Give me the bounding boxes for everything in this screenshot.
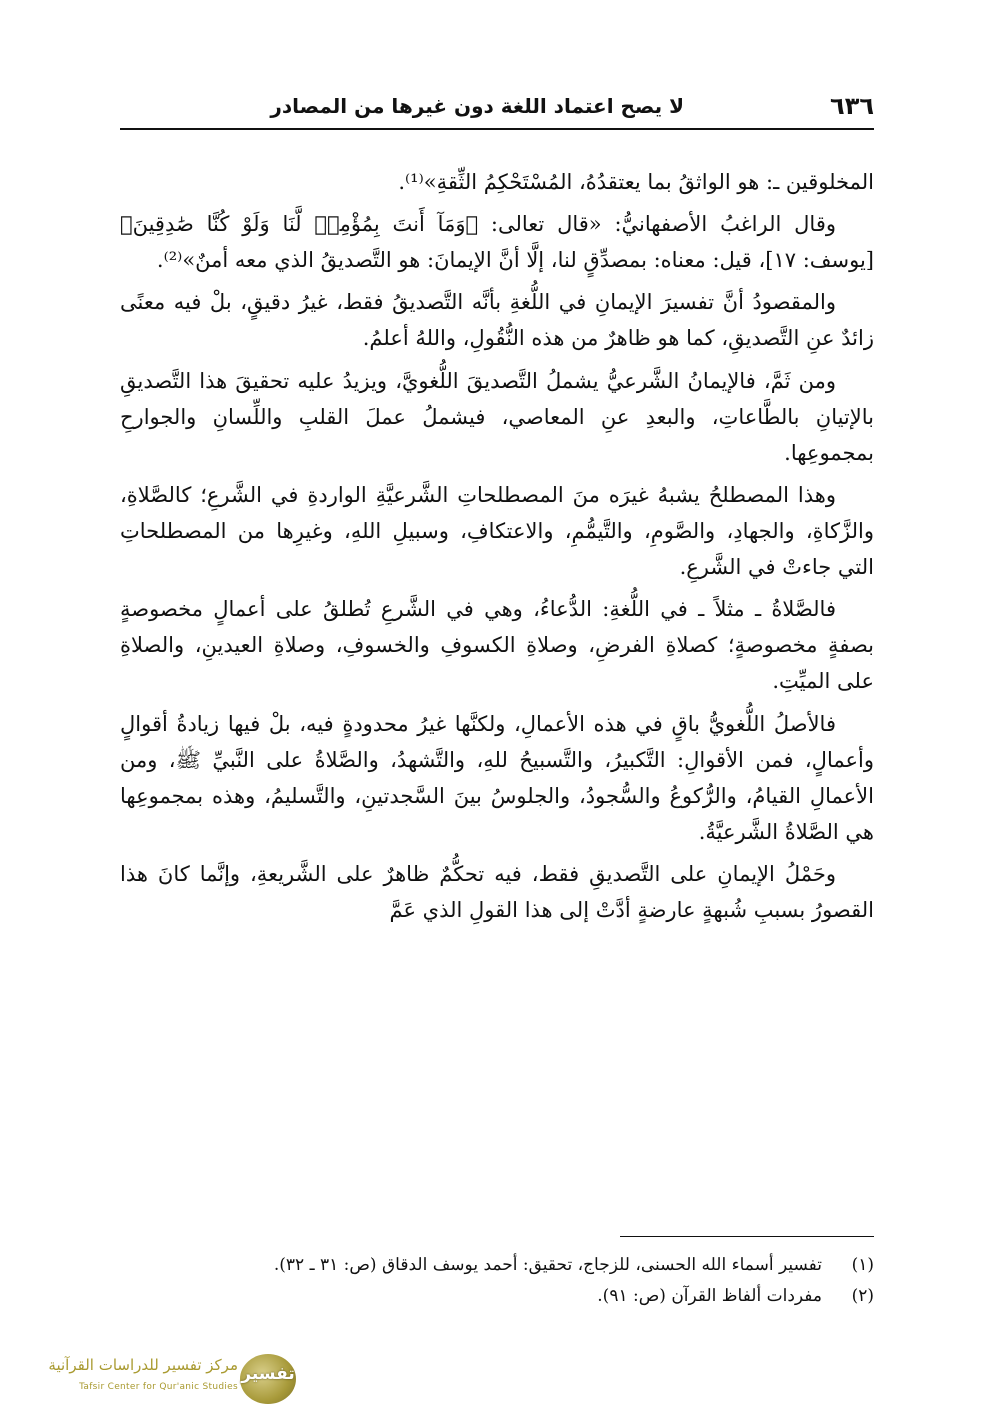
page-number: ٦٣٦: [830, 92, 874, 120]
logo-emblem-icon: [240, 1354, 296, 1404]
paragraph: ومن ثَمَّ، فالإيمانُ الشَّرعيُّ يشملُ التَّصديقَ اللُّغويَّ، ويزيدُ عليه تحقيقَ هذا التَّصديقِ بالإتيانِ بالطَّاعاتِ، والبعدِ عنِ المعاصي، فيشملُ عملَ القلبِ واللِّسانِ والجوارحِ بمجموعِها.: [120, 368, 874, 465]
page-header: [120, 88, 874, 130]
footnote: [120, 1250, 874, 1281]
running-title: لا يصح اعتماد اللغة دون غيرها من المصادر: [270, 94, 684, 118]
footnote-text: تفسير أسماء الله الحسنى، للزجاج، تحقيق: أحمد يوسف الدقاق (ص: ٣١ ـ ٣٢).: [273, 1255, 822, 1275]
paragraph: والمقصودُ أنَّ تفسيرَ الإيمانِ في اللُّغةِ بأنَّه التَّصديقُ فقط، غيرُ دقيقٍ، بلْ فيه معنًى زائدٌ عنِ التَّصديقِ، كما هو ظاهرٌ من هذه النُّقُولِ، واللهُ أعلمُ.: [120, 290, 874, 351]
paragraph: المخلوقين ـ: هو الواثقُ بما يعتقدُهُ، المُسْتَحْكِمُ الثِّقةِ»⁽¹⁾.: [398, 170, 874, 194]
paragraph: وحَمْلُ الإيمانِ على التَّصديقِ فقط، فيه تحكُّمٌ ظاهرٌ على الشَّريعةِ، وإنَّما كانَ هذا القصورُ بسببِ شُبهةٍ عارضةٍ أدَّتْ إلى هذا القولِ الذي عَمَّ: [120, 861, 874, 923]
body-text: [120, 164, 874, 934]
logo-english-name: Tafsir Center for Qur'anic Studies: [79, 1382, 238, 1392]
footnote-divider: [620, 1236, 874, 1237]
footnote: [120, 1281, 874, 1312]
paragraph: وقال الراغبُ الأصفهانيُّ: «قال تعالى: ﴿وَمَآ أَنتَ بِمُؤْمِنٖ لَّنَا وَلَوْ كُنَّا صَٰدِقِينَ﴾ [يوسف: ١٧]، قيل: معناه: بمصدِّقٍ لنا، إلَّا أنَّ الإيمانَ: هو التَّصديقُ الذي معه أمنٌ»⁽²⁾.: [120, 212, 874, 273]
footnotes: [120, 1250, 874, 1313]
paragraph: وهذا المصطلحُ يشبهُ غيرَه منَ المصطلحاتِ الشَّرعيَّةِ الواردةِ في الشَّرعِ؛ كالصَّلاةِ، والزَّكاةِ، والجهادِ، والصَّومِ، والتَّيمُّمِ، والاعتكافِ، وسبيلِ اللهِ، وغيرِها من المصطلحاتِ التي جاءتْ في الشَّرعِ.: [120, 482, 874, 580]
tafsir-center-logo: [14, 1352, 304, 1408]
footnote-text: مفردات ألفاظ القرآن (ص: ٩١).: [597, 1286, 822, 1307]
footnote-number: (٢): [851, 1286, 874, 1307]
paragraph: فالأصلُ اللُّغويُّ باقٍ في هذه الأعمالِ، ولكنَّها غيرُ محدودةٍ فيه، بلْ فيها زيادةُ أقوالٍ وأعمالٍ، فمن الأقوالِ: التَّكبيرُ، والتَّسبيحُ للهِ، والتَّشهدُ، والصَّلاةُ على النَّبيِّ ﷺ، ومن الأعمالِ القيامُ، والرُّكوعُ والسُّجودُ، والجلوسُ بينَ السَّجدتينِ، والتَّسليمُ، وهذه بمجموعِها هي الصَّلاةُ الشَّرعيَّةُ.: [120, 711, 874, 844]
paragraph: فالصَّلاةُ ـ مثلاً ـ في اللُّغةِ: الدُّعاءُ، وهي في الشَّرعِ تُطلقُ على أعمالٍ مخصوصةٍ بصفةٍ مخصوصةٍ؛ كصلاةِ الفرضِ، وصلاةِ الكسوفِ والخسوفِ، وصلاةِ العيدينِ، والصلاةِ على الميِّتِ.: [120, 597, 874, 694]
footnote-number: (١): [851, 1255, 874, 1275]
logo-emblem-text: تفسير: [241, 1364, 295, 1384]
logo-arabic-name: مركز تفسير للدراسات القرآنية: [48, 1356, 238, 1374]
